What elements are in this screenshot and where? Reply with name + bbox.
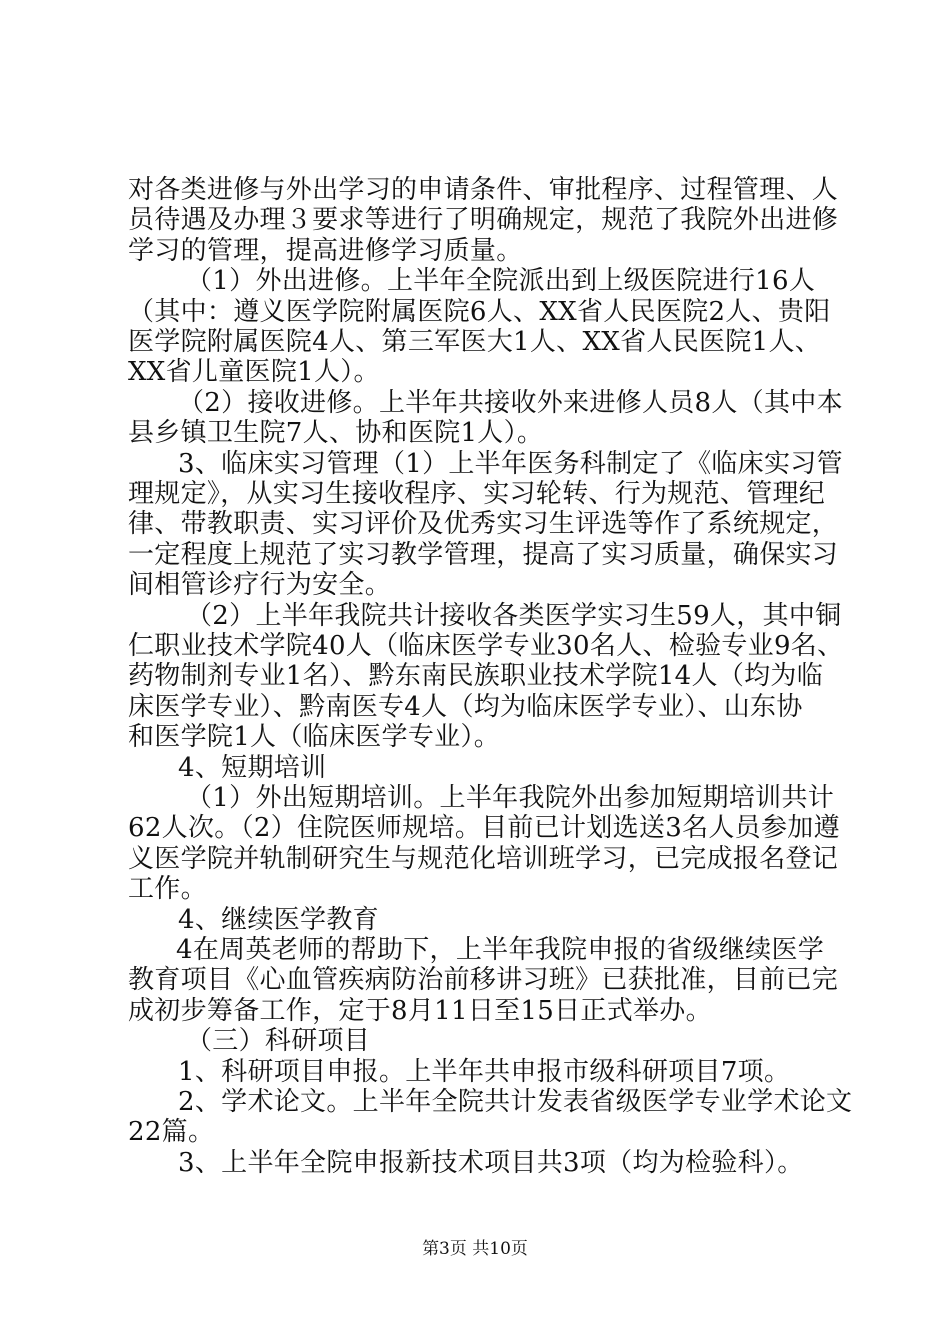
text-line: （其中：遵义医学院附属医院6人、XX省人民医院2人、贵阳 <box>128 296 831 327</box>
section-heading: 4、短期培训 <box>178 752 327 783</box>
text-line: 62人次。（2）住院医师规培。目前已计划选送3名人员参加遵 <box>128 813 840 844</box>
text-line: 员待遇及办理３要求等进行了明确规定，规范了我院外出进修 <box>128 205 839 236</box>
text-line: 工作。 <box>128 874 207 905</box>
text-line: 1、科研项目申报。上半年共申报市级科研项目7项。 <box>178 1056 791 1087</box>
text-line: 4在周英老师的帮助下，上半年我院申报的省级继续医学 <box>176 935 825 965</box>
text-line: 医学院附属医院4人、第三军医大1人、XX省人民医院1人、 <box>128 327 822 357</box>
text-line: （1）外出进修。上半年全院派出到上级医院进行16人 <box>186 266 816 297</box>
text-line: 和医学院1人（临床医学专业）。 <box>128 722 501 753</box>
text-line: 成初步筹备工作，定于8月11日至15日正式举办。 <box>128 995 712 1026</box>
text-line: 律、带教职责、实习评价及优秀实习生评选等作了系统规定， <box>128 509 839 540</box>
section-heading: 4、继续医学教育 <box>178 904 379 935</box>
text-line: 间相管诊疗行为安全。 <box>128 570 392 601</box>
section-heading: （三）科研项目 <box>186 1026 371 1057</box>
text-line: 教育项目《心血管疾病防治前移讲习班》已获批准，目前已完 <box>128 965 839 996</box>
text-line: 义医学院并轨制研究生与规范化培训班学习，已完成报名登记 <box>128 843 839 874</box>
text-line: 仁职业技术学院40人（临床医学专业30名人、检验专业9名、 <box>128 631 844 661</box>
text-line: 一定程度上规范了实习教学管理，提高了实习质量，确保实习 <box>128 539 839 570</box>
text-line: （1）外出短期培训。上半年我院外出参加短期培训共计 <box>186 783 835 813</box>
text-line: 床医学专业）、黔南医专4人（均为临床医学专业）、山东协 <box>128 691 803 722</box>
text-line: （2）接收进修。上半年共接收外来进修人员8人（其中本 <box>178 387 843 418</box>
text-line: 学习的管理，提高进修学习质量。 <box>128 235 523 266</box>
text-line: XX省儿童医院1人）。 <box>128 357 380 388</box>
text-line: 对各类进修与外出学习的申请条件、审批程序、过程管理、人 <box>128 175 839 205</box>
text-line: 理规定》，从实习生接收程序、实习轮转、行为规范、管理纪 <box>128 479 826 509</box>
text-line: 22篇。 <box>128 1117 215 1148</box>
text-line: 2、学术论文。上半年全院共计发表省级医学专业学术论文 <box>178 1087 853 1117</box>
text-line: 3、上半年全院申报新技术项目共3项（均为检验科）。 <box>178 1147 804 1178</box>
text-line: 药物制剂专业1名）、黔东南民族职业技术学院14人（均为临 <box>128 661 824 692</box>
text-line: （2）上半年我院共计接收各类医学实习生59人，其中铜 <box>186 600 842 631</box>
page-footer: 第3页 共10页 <box>422 1239 528 1259</box>
text-line: 县乡镇卫生院7人、协和医院1人）。 <box>128 418 544 449</box>
text-line: 3、临床实习管理（1）上半年医务科制定了《临床实习管 <box>178 448 843 479</box>
